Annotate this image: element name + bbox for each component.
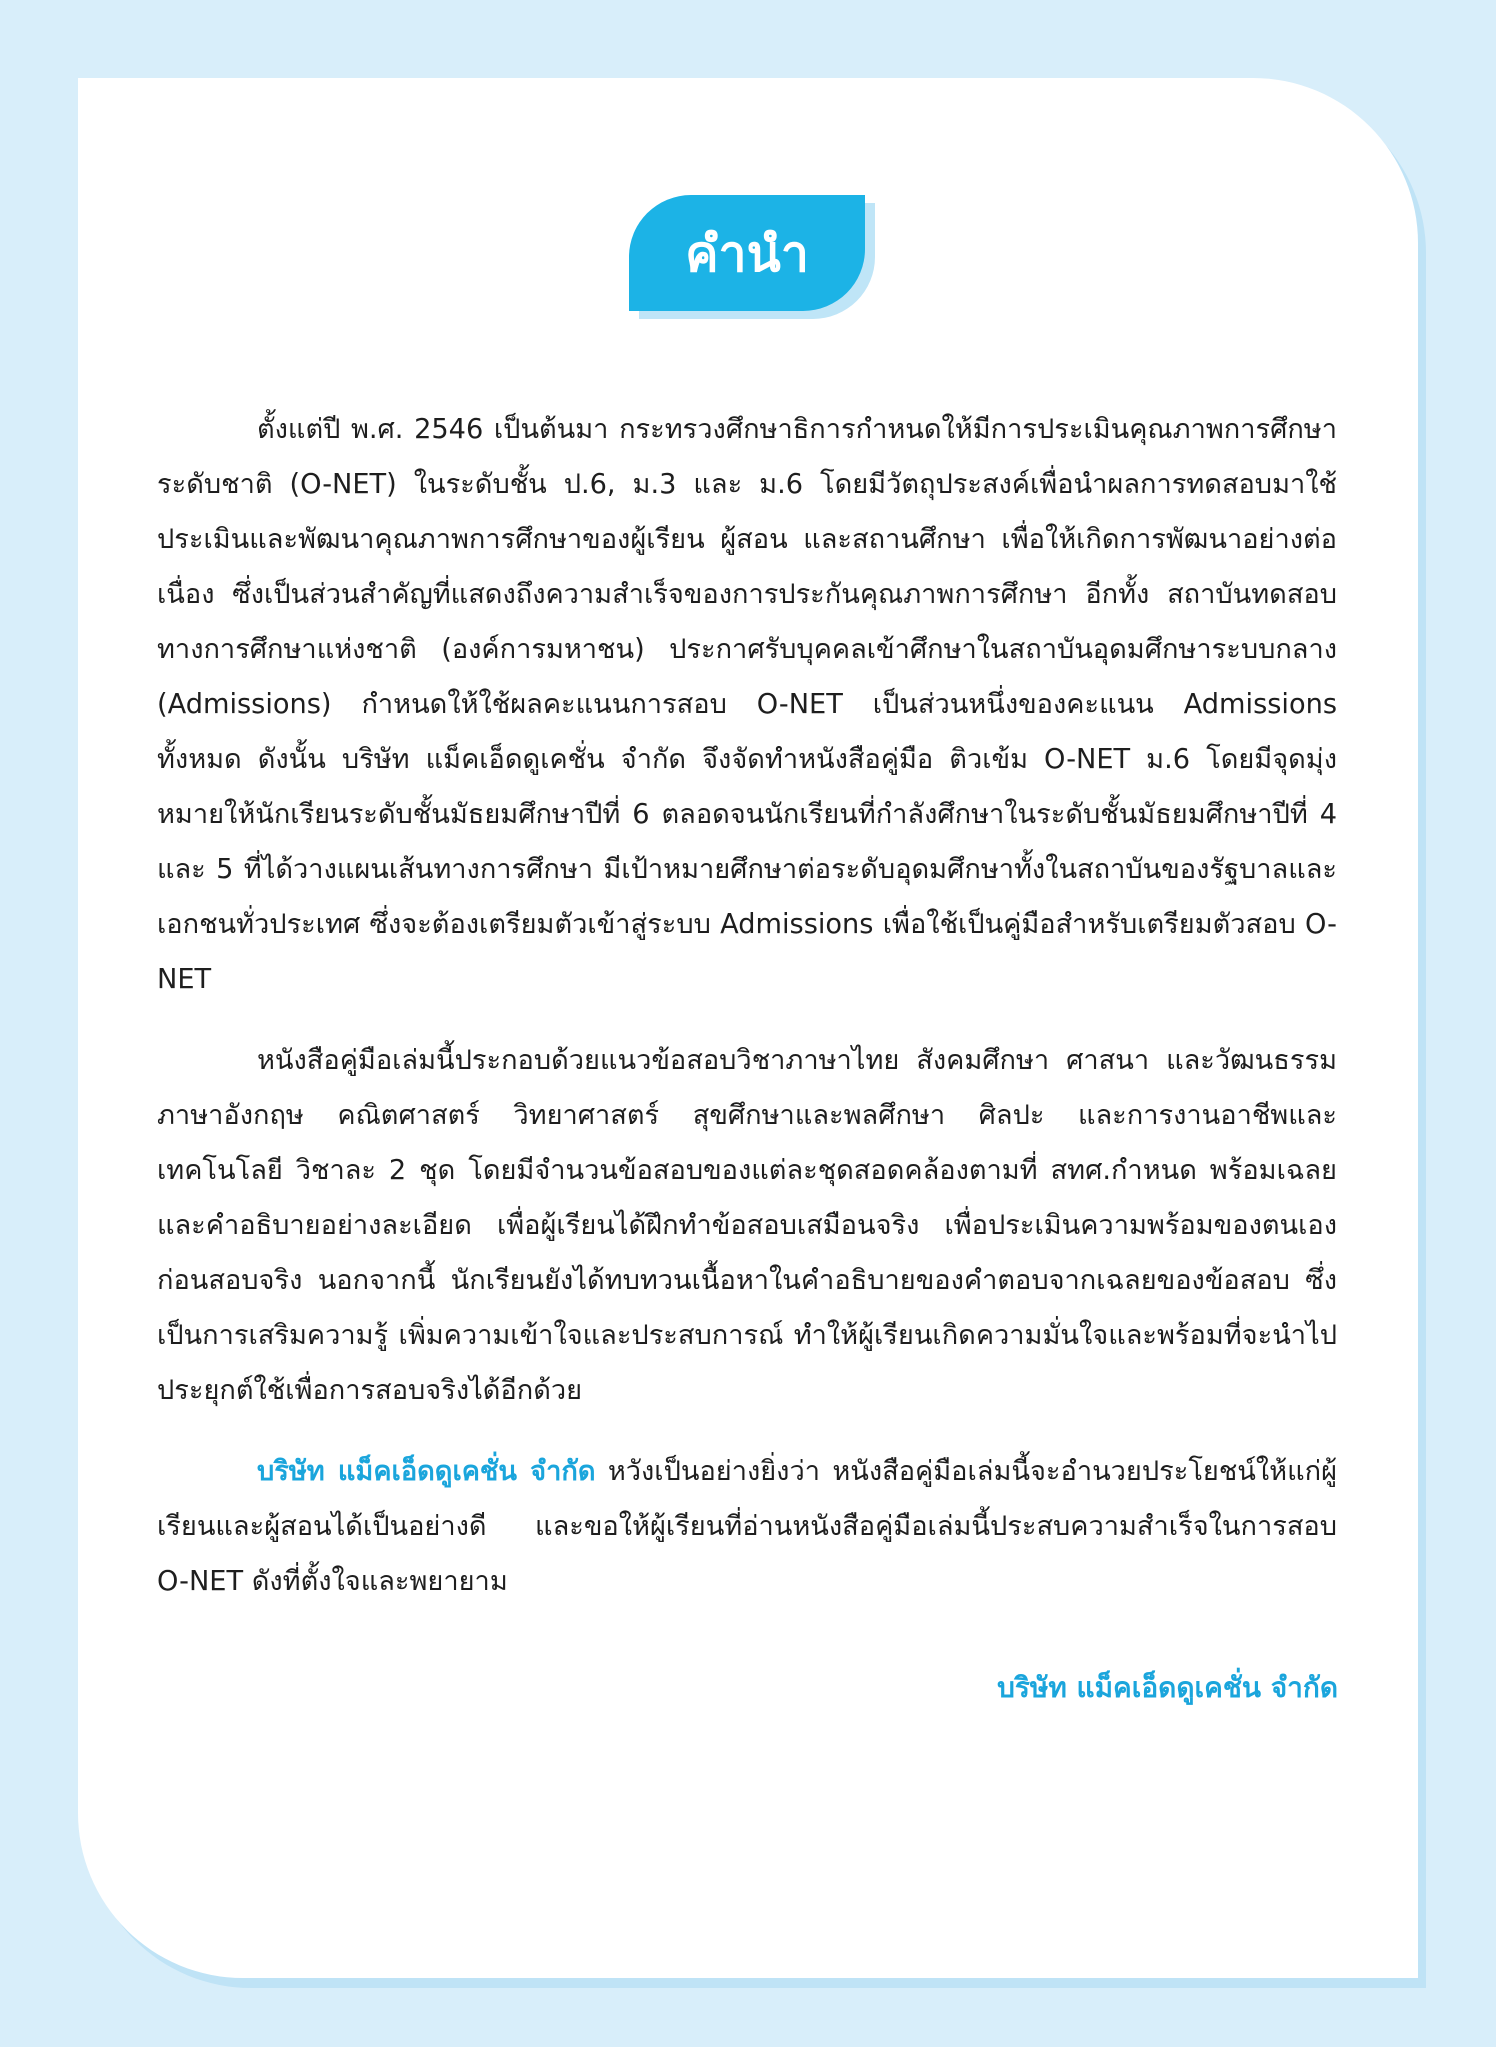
company-name-inline: บริษัท แม็คเอ็ดดูเคชั่น จำกัด <box>257 1456 596 1487</box>
paragraph-3-text: หวังเป็นอย่างยิ่งว่า หนังสือคู่มือเล่มนี้จะอำนวยประโยชน์ให้แก่ผู้เรียนและผู้สอนได้เป็นอย่างดี และขอให้ผู้เรียนที่อ่านหนังสือคู่มือเล่มนี้ประสบความสำเร็จในการสอบ O-NET ดังที่ตั้งใจและพยายาม <box>157 1456 1338 1597</box>
preface-body <box>157 402 1337 1609</box>
company-signature: บริษัท แม็คเอ็ดดูเคชั่น จำกัด <box>997 1671 1338 1704</box>
page-title: คำนำ <box>685 225 809 283</box>
paragraph-2: หนังสือคู่มือเล่มนี้ประกอบด้วยแนวข้อสอบวิชาภาษาไทย สังคมศึกษา ศาสนา และวัฒนธรรม ภาษาอังกฤษ คณิตศาสตร์ วิทยาศาสตร์ สุขศึกษาและพลศึกษา ศิลปะ และการงานอาชีพและเทคโนโลยี วิชาละ 2 ชุด โดยมีจำนวนข้อสอบของแต่ละชุดสอดคล้องตามที่ สทศ.กำหนด พร้อมเฉลยและคำอธิบายอย่างละเอียด เพื่อผู้เรียนได้ฝึกทำข้อสอบเสมือนจริง เพื่อประเมินความพร้อมของตนเองก่อนสอบจริง นอกจากนี้ นักเรียนยังได้ทบทวนเนื้อหาในคำอธิบายของคำตอบจากเฉลยของข้อสอบ ซึ่งเป็นการเสริมความรู้ เพิ่มความเข้าใจและประสบการณ์ ทำให้ผู้เรียนเกิดความมั่นใจและพร้อมที่จะนำไปประยุกต์ใช้เพื่อการสอบจริงได้อีกด้วย <box>157 1045 1337 1406</box>
title-badge-box <box>629 195 865 311</box>
page-card <box>78 78 1418 1978</box>
paragraph-3 <box>157 1444 1337 1609</box>
title-badge <box>629 195 875 319</box>
paragraph-1: ตั้งแต่ปี พ.ศ. 2546 เป็นต้นมา กระทรวงศึกษาธิการกำหนดให้มีการประเมินคุณภาพการศึกษาระดับชาติ (O-NET) ในระดับชั้น ป.6, ม.3 และ ม.6 โดยมีวัตถุประสงค์เพื่อนำผลการทดสอบมาใช้ประเมินและพัฒนาคุณภาพการศึกษาของผู้เรียน ผู้สอน และสถานศึกษา เพื่อให้เกิดการพัฒนาอย่างต่อเนื่อง ซึ่งเป็นส่วนสำคัญที่แสดงถึงความสำเร็จของการประกันคุณภาพการศึกษา อีกทั้ง สถาบันทดสอบทางการศึกษาแห่งชาติ (องค์การมหาชน) ประกาศรับบุคคลเข้าศึกษาในสถาบันอุดมศึกษาระบบกลาง (Admissions) กำหนดให้ใช้ผลคะแนนการสอบ O-NET เป็นส่วนหนึ่งของคะแนน Admissions ทั้งหมด ดังนั้น บริษัท แม็คเอ็ดดูเคชั่น จำกัด จึงจัดทำหนังสือคู่มือ ติวเข้ม O-NET ม.6 โดยมีจุดมุ่งหมายให้นักเรียนระดับชั้นมัธยมศึกษาปีที่ 6 ตลอดจนนักเรียนที่กำลังศึกษาในระดับชั้นมัธยมศึกษาปีที่ 4 และ 5 ที่ได้วางแผนเส้นทางการศึกษา มีเป้าหมายศึกษาต่อระดับอุดมศึกษาทั้งในสถาบันของรัฐบาลและเอกชนทั่วประเทศ ซึ่งจะต้องเตรียมตัวเข้าสู่ระบบ Admissions เพื่อใช้เป็นคู่มือสำหรับเตรียมตัวสอบ O-NET <box>157 414 1337 995</box>
